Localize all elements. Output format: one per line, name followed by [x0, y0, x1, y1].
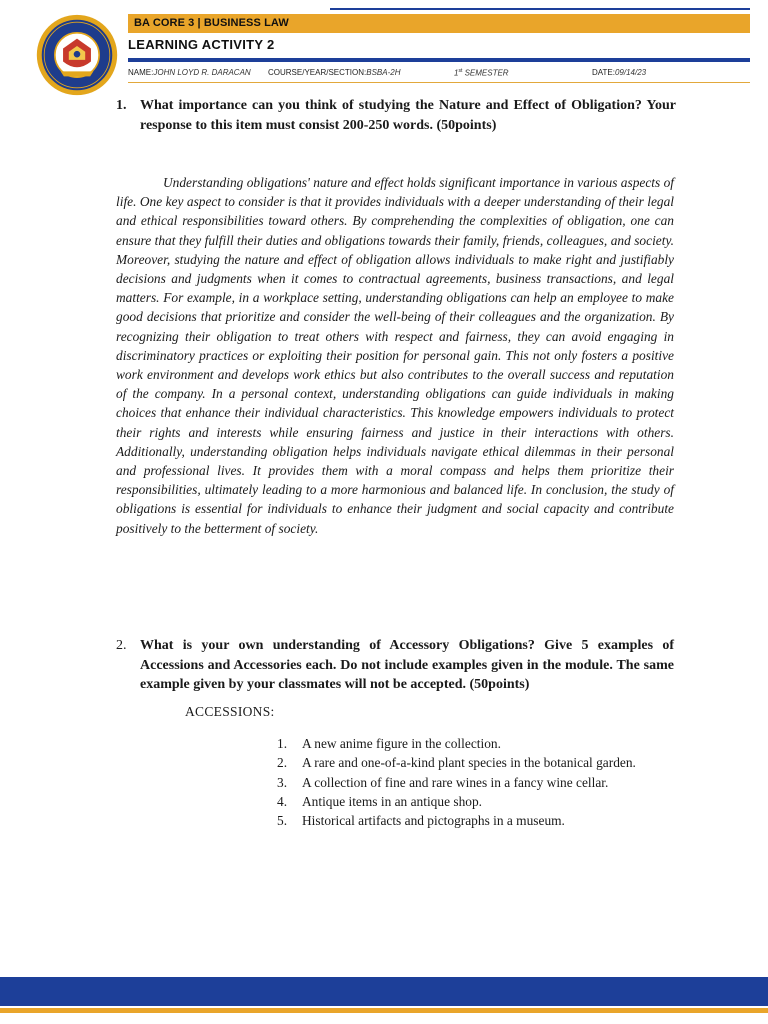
date-value: 09/14/23: [614, 68, 647, 77]
question-2-text: What is your own understanding of Accessory Obligations? Give 5 examples of Accessions and Accessories each. Do not include examples given in the module. The same example given by your classmates will not be accepted. (50points): [140, 638, 674, 692]
name-value: JOHN LOYD R. DARACAN: [153, 68, 251, 77]
question-1-number: 1.: [116, 98, 127, 113]
date-field: [592, 68, 646, 77]
accessions-heading: ACCESSIONS:: [185, 704, 275, 719]
footer-gold-band: [0, 1008, 768, 1013]
list-item: [277, 811, 675, 830]
question-2-number: 2.: [116, 638, 127, 653]
list-item-text: A collection of fine and rare wines in a fancy wine cellar.: [302, 774, 609, 790]
accessions-list: [277, 734, 675, 830]
list-item: [277, 773, 675, 792]
list-item-number: 4.: [277, 793, 288, 809]
semester-field: [454, 68, 509, 78]
question-1-text: What importance can you think of studying the Nature and Effect of Obligation? Your response to this item must consist 200-250 words. (50points): [140, 98, 676, 133]
list-item-number: 3.: [277, 774, 288, 790]
meta-divider: [128, 82, 750, 83]
list-item: [277, 792, 675, 811]
list-item: [277, 734, 675, 753]
header-divider: [128, 58, 750, 62]
footer-blue-band: [0, 977, 768, 1006]
semester-label: SEMESTER: [464, 68, 509, 78]
list-item-text: Historical artifacts and pictographs in a museum.: [302, 813, 565, 829]
list-item-number: 2.: [277, 755, 288, 771]
list-item-text: Antique items in an antique shop.: [302, 793, 483, 809]
name-field: [128, 68, 251, 77]
question-1-answer: Understanding obligations' nature and effect holds significant importance in various aspects of life. One key aspect to consider is that it provides individuals with a deeper understanding of their legal and ethical responsibilities toward others. By comprehending the complexities of obligation, one can ensure that they fulfill their duties and obligations towards their family, friends, colleagues, and society. Moreover, studying the nature and effect of obligation allows individuals to make right and justifiably decisions and judgments when it comes to contractual agreements, business transactions, and legal matters. For example, in a workplace setting, understanding obligations can help an employee to make good decisions that prioritize and consider the well-being of their colleagues and the organization. By recognizing their obligation to treat others with respect and fairness, they can avoid engaging in discriminatory practices or exploiting their position for personal gain. This not only fosters a positive work environment and develops work ethics but also contributes to the overall success and reputation of the company. In a personal context, understanding obligations can guide individuals in making choices that enhance their individual characteristics. This knowledge empowers individuals to protect their rights and interests while ensuring fairness and justice in their interactions with others. Additionally, understanding obligation helps individuals navigate ethical dilemmas in their personal and professional lives. It provides them with a moral compass and helps them prioritize their responsibilities, ultimately leading to a more harmonious and balanced life. In conclusion, the study of obligations is essential for individuals to enhance their judgment and social capacity and contribute positively to the betterment of society.: [116, 175, 674, 536]
section-label: COURSE/YEAR/SECTION:: [268, 68, 367, 77]
top-accent-rule: [330, 8, 750, 10]
school-seal-logo: [36, 14, 118, 96]
section-field: [268, 68, 400, 77]
list-item-text: A new anime figure in the collection.: [302, 736, 501, 751]
list-item: [277, 753, 675, 772]
list-item-number: 1.: [277, 736, 288, 751]
course-title-bar: BA CORE 3 | BUSINESS LAW: [128, 14, 750, 33]
section-value: BSBA-2H: [366, 68, 401, 77]
list-item-number: 5.: [277, 813, 288, 829]
date-label: DATE:: [592, 68, 615, 77]
activity-title: LEARNING ACTIVITY 2: [128, 37, 275, 52]
list-item-text: A rare and one-of-a-kind plant species in the botanical garden.: [302, 755, 636, 771]
student-info-row: [128, 68, 750, 80]
name-label: NAME:: [128, 68, 154, 77]
semester-suffix: st: [458, 68, 463, 74]
semester-ordinal: 1: [454, 68, 459, 78]
